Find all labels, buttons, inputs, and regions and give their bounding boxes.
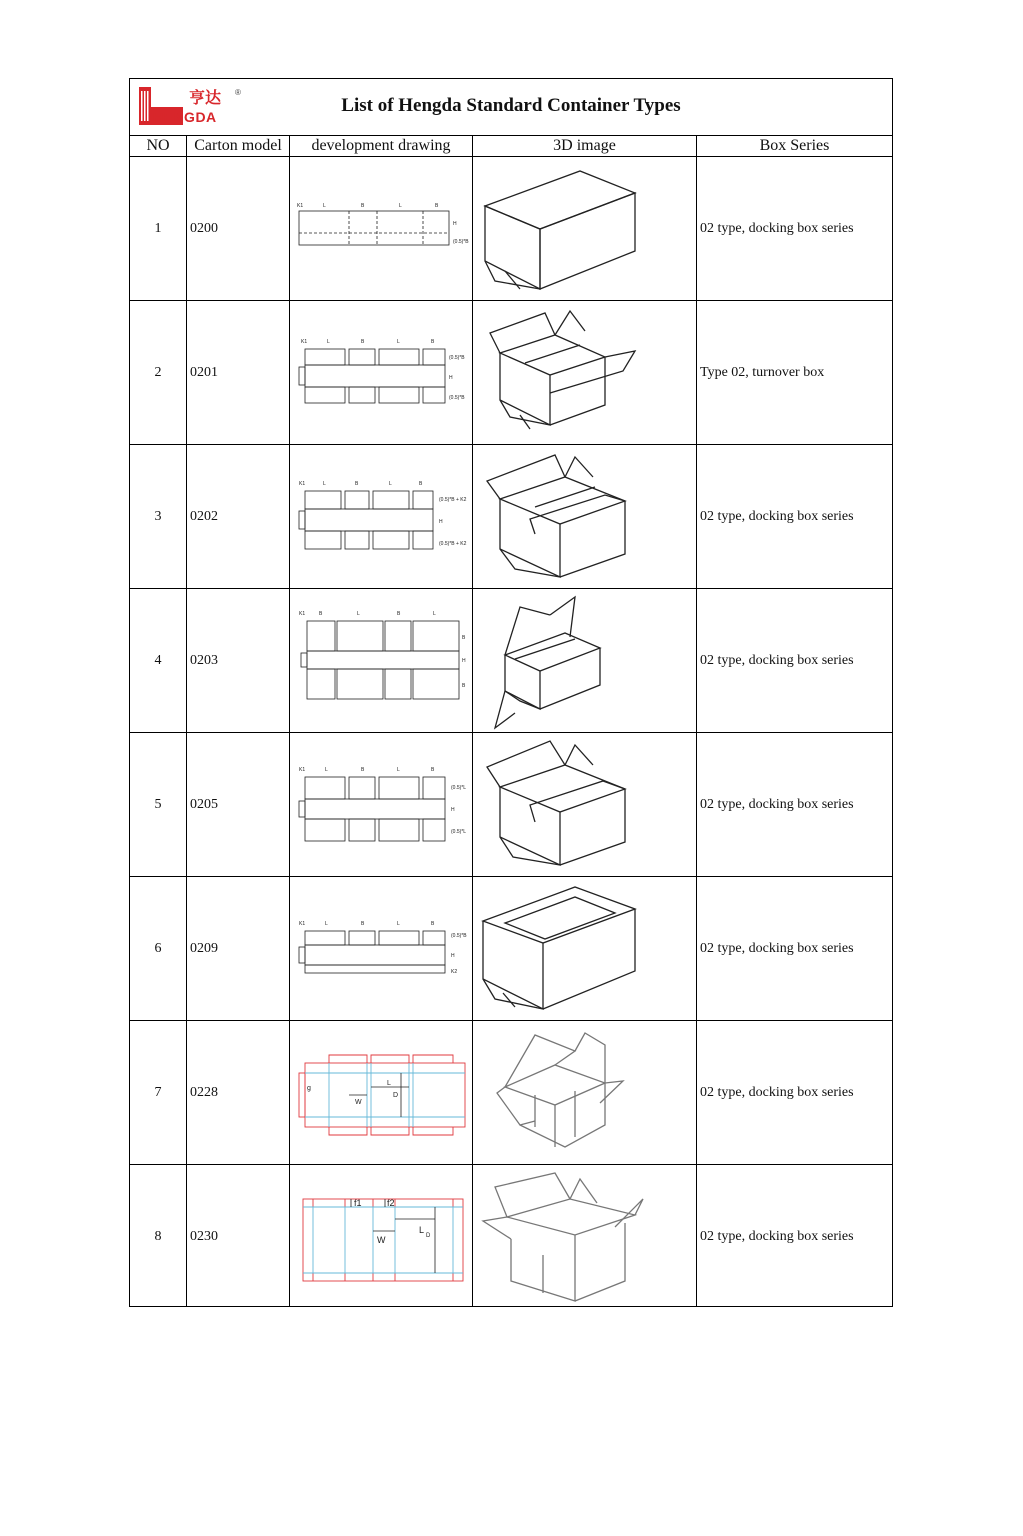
row-model: 0209 xyxy=(190,941,218,956)
drawing-label: L xyxy=(327,339,330,345)
row-divider xyxy=(130,876,892,877)
col-divider xyxy=(289,135,290,1306)
drawing-label: (0.5)*B + K2 xyxy=(439,497,467,503)
row-series: 02 type, docking box series xyxy=(700,797,854,812)
drawing-label: B xyxy=(397,611,401,617)
drawing-label: D xyxy=(393,1092,399,1099)
drawing-label: (0.5)*B xyxy=(451,933,467,939)
drawing-label: B xyxy=(435,203,439,209)
logo-cn: 亨达 xyxy=(189,90,222,107)
drawing-label: B xyxy=(355,481,359,487)
drawing-label: D xyxy=(426,1233,431,1239)
row-divider xyxy=(130,588,892,589)
drawing-label: K2 xyxy=(451,969,458,975)
drawing-label: (0.5)*B xyxy=(449,395,465,401)
drawing-label: W xyxy=(377,1235,386,1245)
development-drawing-0205 xyxy=(293,741,469,871)
drawing-label: B xyxy=(361,767,365,773)
row-no: 7 xyxy=(154,1085,162,1100)
drawing-label: L xyxy=(399,203,402,209)
row-no: 6 xyxy=(154,941,162,956)
drawing-label: B xyxy=(431,339,435,345)
development-drawing-0200 xyxy=(293,165,469,295)
development-drawing-0209 xyxy=(293,885,469,1015)
page-title: List of Hengda Standard Container Types xyxy=(341,95,681,116)
row-series: 02 type, docking box series xyxy=(700,941,854,956)
row-model: 0228 xyxy=(190,1085,218,1100)
row-model: 0202 xyxy=(190,509,218,524)
drawing-label: L xyxy=(397,921,400,927)
row-divider xyxy=(130,1164,892,1165)
logo-en-mark: HENGDA xyxy=(153,109,217,125)
drawing-label: g xyxy=(307,1085,311,1092)
container-types-table xyxy=(129,78,893,1307)
drawing-label: H xyxy=(451,807,455,813)
drawing-label: B xyxy=(431,767,435,773)
drawing-label: H xyxy=(449,375,453,381)
drawing-label: L xyxy=(397,767,400,773)
3d-image-0228 xyxy=(475,1025,693,1163)
development-drawing-0230 xyxy=(293,1173,469,1303)
drawing-label: H xyxy=(451,953,455,959)
development-drawing-0202 xyxy=(293,453,469,583)
drawing-label: (0.5)*L xyxy=(451,785,467,791)
development-drawing-0228 xyxy=(293,1029,469,1159)
3d-image-0203 xyxy=(475,593,693,731)
drawing-label: B xyxy=(319,611,323,617)
row-no: 3 xyxy=(154,509,162,524)
row-model: 0203 xyxy=(190,653,218,668)
title-row xyxy=(130,79,892,136)
3d-image-0230 xyxy=(475,1169,693,1307)
col-divider xyxy=(472,135,473,1306)
row-divider xyxy=(130,732,892,733)
row-no: 8 xyxy=(154,1229,162,1244)
drawing-label: L xyxy=(325,921,328,927)
drawing-label: B xyxy=(419,481,423,487)
drawing-label: f2 xyxy=(387,1198,395,1208)
row-series: 02 type, docking box series xyxy=(700,221,854,236)
drawing-label: B xyxy=(361,921,365,927)
col-divider xyxy=(696,135,697,1306)
drawing-label: H xyxy=(462,658,466,664)
header-box-series: Box Series xyxy=(759,137,830,154)
drawing-label: L xyxy=(433,611,436,617)
drawing-label: K1 xyxy=(299,767,306,773)
drawing-label: f1 xyxy=(354,1198,362,1208)
development-drawing-0201 xyxy=(293,309,469,439)
drawing-label: (0.5)*B xyxy=(449,355,465,361)
row-series: 02 type, docking box series xyxy=(700,1085,854,1100)
logo-registered: ® xyxy=(235,88,241,97)
row-model: 0205 xyxy=(190,797,218,812)
drawing-label: L xyxy=(397,339,400,345)
drawing-label: (0.5)*B + K2 xyxy=(439,541,467,547)
row-series: 02 type, docking box series xyxy=(700,509,854,524)
drawing-label: L xyxy=(323,203,326,209)
3d-image-0205 xyxy=(475,737,693,875)
drawing-label: K1 xyxy=(299,611,306,617)
drawing-label: L xyxy=(357,611,360,617)
development-drawing-0203 xyxy=(293,597,469,727)
drawing-label: K1 xyxy=(301,339,308,345)
row-divider xyxy=(130,300,892,301)
drawing-label: (0.5)*L xyxy=(451,829,467,835)
3d-image-0202 xyxy=(475,449,693,587)
drawing-label: B xyxy=(462,635,466,641)
row-no: 1 xyxy=(154,221,162,236)
drawing-label: K1 xyxy=(299,921,306,927)
3d-image-0200 xyxy=(475,161,693,299)
drawing-label: L xyxy=(389,481,392,487)
drawing-label: B xyxy=(361,339,365,345)
row-series: 02 type, docking box series xyxy=(700,653,854,668)
drawing-label: L xyxy=(419,1225,425,1235)
row-no: 2 xyxy=(154,365,162,380)
header-no: NO xyxy=(146,137,170,154)
row-divider xyxy=(130,1020,892,1021)
3d-image-0201 xyxy=(475,305,693,443)
drawing-label: L xyxy=(323,481,326,487)
row-no: 5 xyxy=(154,797,162,812)
row-series: 02 type, docking box series xyxy=(700,1229,854,1244)
row-series: Type 02, turnover box xyxy=(700,365,825,380)
row-model: 0200 xyxy=(190,221,218,236)
row-no: 4 xyxy=(154,653,162,668)
drawing-label: (0.5)*B xyxy=(453,239,469,245)
drawing-label: K1 xyxy=(299,481,306,487)
col-divider xyxy=(186,135,187,1306)
drawing-label: K1 xyxy=(297,203,304,209)
drawing-label: L xyxy=(387,1080,391,1087)
drawing-label: H xyxy=(453,221,457,227)
drawing-label: L xyxy=(325,767,328,773)
3d-image-0209 xyxy=(475,881,693,1019)
row-model: 0230 xyxy=(190,1229,218,1244)
header-development-drawing: development drawing xyxy=(311,137,451,154)
drawing-label: B xyxy=(361,203,365,209)
drawing-label: H xyxy=(439,519,443,525)
row-model: 0201 xyxy=(190,365,218,380)
row-divider xyxy=(130,156,892,157)
header-3d-image: 3D image xyxy=(553,137,616,154)
drawing-label: B xyxy=(462,683,466,689)
drawing-label: B xyxy=(431,921,435,927)
drawing-label: W xyxy=(355,1099,362,1106)
header-carton-model: Carton model xyxy=(194,137,282,154)
row-divider xyxy=(130,444,892,445)
